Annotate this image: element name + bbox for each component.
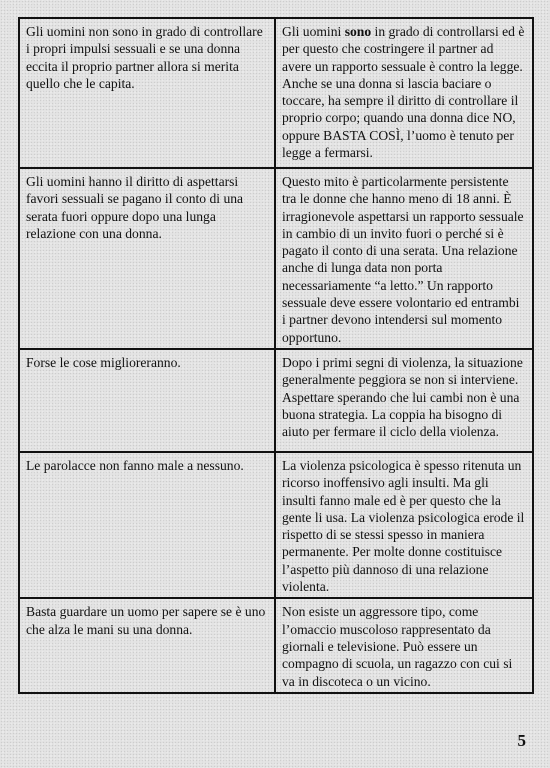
myth-cell: Le parolacce non fanno male a nessuno. — [19, 452, 275, 598]
myths-facts-table — [18, 17, 534, 694]
fact-cell: La violenza psicologica è spesso ritenuta un ricorso inoffensivo agli insulti. Ma gli insulti fanno male ed è per questo che la gente li usa. La violenza psicologica erode il rispetto di se stessi spesso in maniera permanente. Per molte donne costituisce l’aspetto più dannoso di una relazione violenta. — [275, 452, 533, 598]
table-row — [19, 349, 533, 452]
table-row — [19, 18, 533, 168]
table-row — [19, 168, 533, 349]
fact-cell: Questo mito è particolarmente persistente tra le donne che hanno meno di 18 anni. È irragionevole aspettarsi un rapporto sessuale in cambio di un invito fuori o perché si è pagato il conto di una serata. Una relazione anche di lunga data non porta necessariamente “a letto.” Un rapporto sessuale deve essere volontario ed entrambi i partner devono intendersi sul momento opportuno. — [275, 168, 533, 349]
myth-cell: Forse le cose miglioreranno. — [19, 349, 275, 452]
fact-text: Gli uomini — [282, 24, 345, 39]
page-number: 5 — [517, 731, 526, 750]
fact-text: in grado di controllarsi ed è per questo che costringere il partner ad avere un rapporto sessuale è contro la legge. Anche se una donna si lascia baciare o toccare, ha sempre il diritto di controllare il proprio corpo; quando una donna dice NO, oppure BASTA COSÌ, l’uomo è tenuto per legge a fermarsi. — [282, 24, 525, 161]
myth-cell: Basta guardare un uomo per sapere se è uno che alza le mani su una donna. — [19, 598, 275, 692]
fact-cell — [275, 18, 533, 168]
fact-cell: Non esiste un aggressore tipo, come l’omaccio muscoloso rappresentato da giornali e televisione. Può essere un compagno di scuola, un ragazzo con cui si va in discoteca o un vicino. — [275, 598, 533, 692]
table-row — [19, 598, 533, 692]
myth-cell: Gli uomini non sono in grado di controllare i propri impulsi sessuali e se una donna eccita il proprio partner allora si merita quello che le capita. — [19, 18, 275, 168]
fact-cell: Dopo i primi segni di violenza, la situazione generalmente peggiora se non si interviene. Aspettare sperando che lui cambi non è una buona strategia. La coppia ha bisogno di aiuto per fermare il ciclo della violenza. — [275, 349, 533, 452]
fact-emphasis: sono — [344, 24, 372, 39]
table-row — [19, 452, 533, 598]
myth-cell: Gli uomini hanno il diritto di aspettarsi favori sessuali se pagano il conto di una serata fuori oppure dopo una lunga relazione con una donna. — [19, 168, 275, 349]
